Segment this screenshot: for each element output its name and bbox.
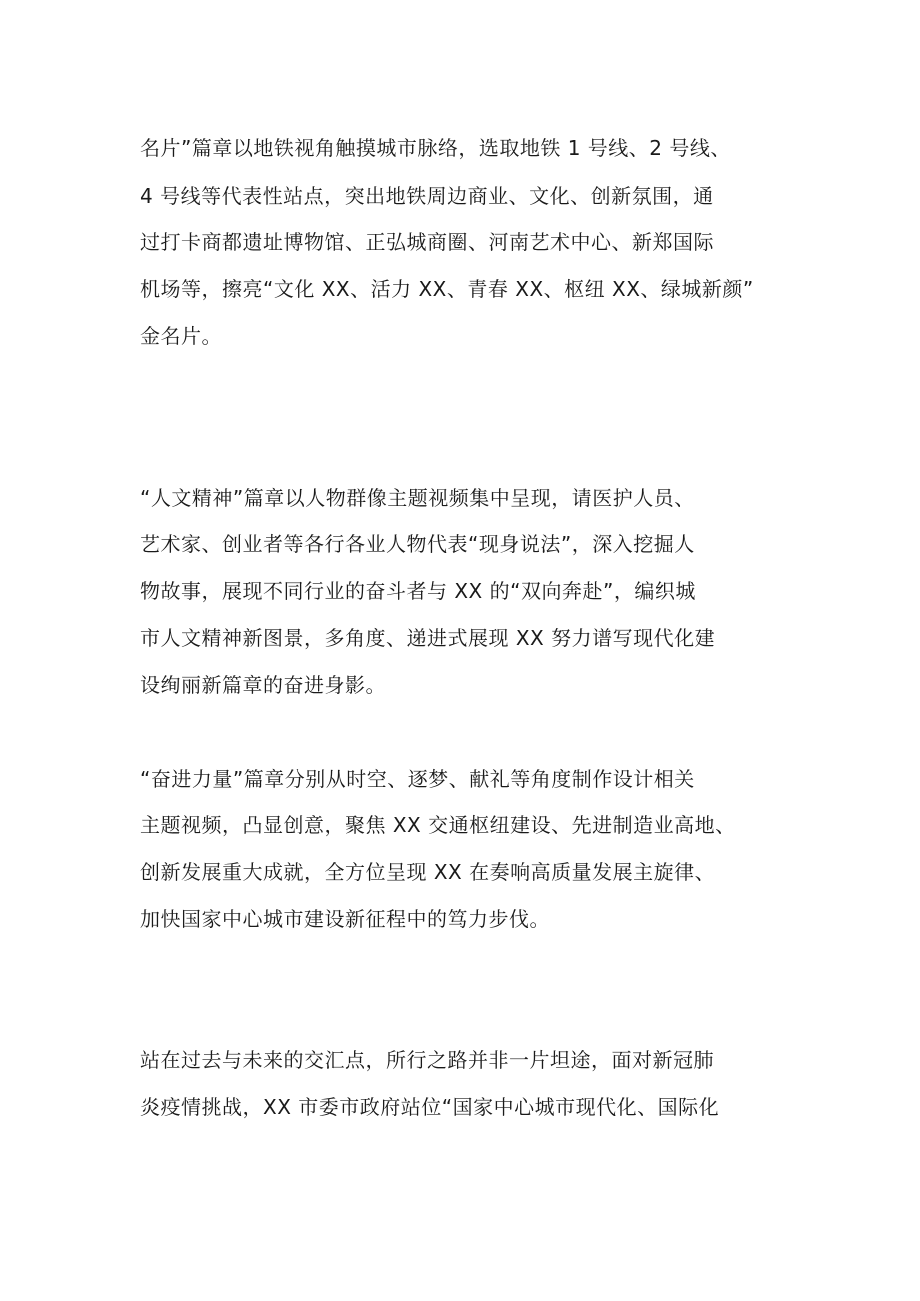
paragraph-2-line-4: 市人文精神新图景，多角度、递进式展现 XX 努力谱写现代化建: [140, 626, 716, 650]
paragraph-1-line-1: 名片”篇章以地铁视角触摸城市脉络，选取地铁 1 号线、2 号线、: [140, 136, 731, 160]
paragraph-3-line-2: 主题视频，凸显创意，聚焦 XX 交通枢纽建设、先进制造业高地、: [140, 813, 736, 837]
paragraph-1-line-3: 过打卡商都遗址博物馆、正弘城商圈、河南艺术中心、新郑国际: [140, 230, 714, 254]
paragraph-1-line-2: 4 号线等代表性站点，突出地铁周边商业、文化、创新氛围，通: [140, 184, 714, 208]
paragraph-2-line-3: 物故事，展现不同行业的奋斗者与 XX 的“双向奔赴”，编织城: [140, 579, 696, 603]
paragraph-1-line-5: 金名片。: [140, 324, 222, 348]
paragraph-3-line-3: 创新发展重大成就，全方位呈现 XX 在奏响高质量发展主旋律、: [140, 860, 716, 884]
paragraph-1-line-4: 机场等，擦亮“文化 XX、活力 XX、青春 XX、枢纽 XX、绿城新颜”: [140, 277, 754, 301]
paragraph-3-line-1: “奋进力量”篇章分别从时空、逐梦、献礼等角度制作设计相关: [140, 767, 695, 791]
paragraph-4-line-1: 站在过去与未来的交汇点，所行之路并非一片坦途，面对新冠肺: [140, 1048, 714, 1072]
paragraph-4-line-2: 炎疫情挑战，XX 市委市政府站位“国家中心城市现代化、国际化: [140, 1095, 720, 1119]
paragraph-2-line-2: 艺术家、创业者等各行各业人物代表“现身说法”，深入挖掘人: [140, 532, 695, 556]
paragraph-2-line-5: 设绚丽新篇章的奋进身影。: [140, 673, 386, 697]
paragraph-2-line-1: “人文精神”篇章以人物群像主题视频集中呈现，请医护人员、: [140, 486, 695, 510]
paragraph-3-line-4: 加快国家中心城市建设新征程中的笃力步伐。: [140, 907, 550, 931]
